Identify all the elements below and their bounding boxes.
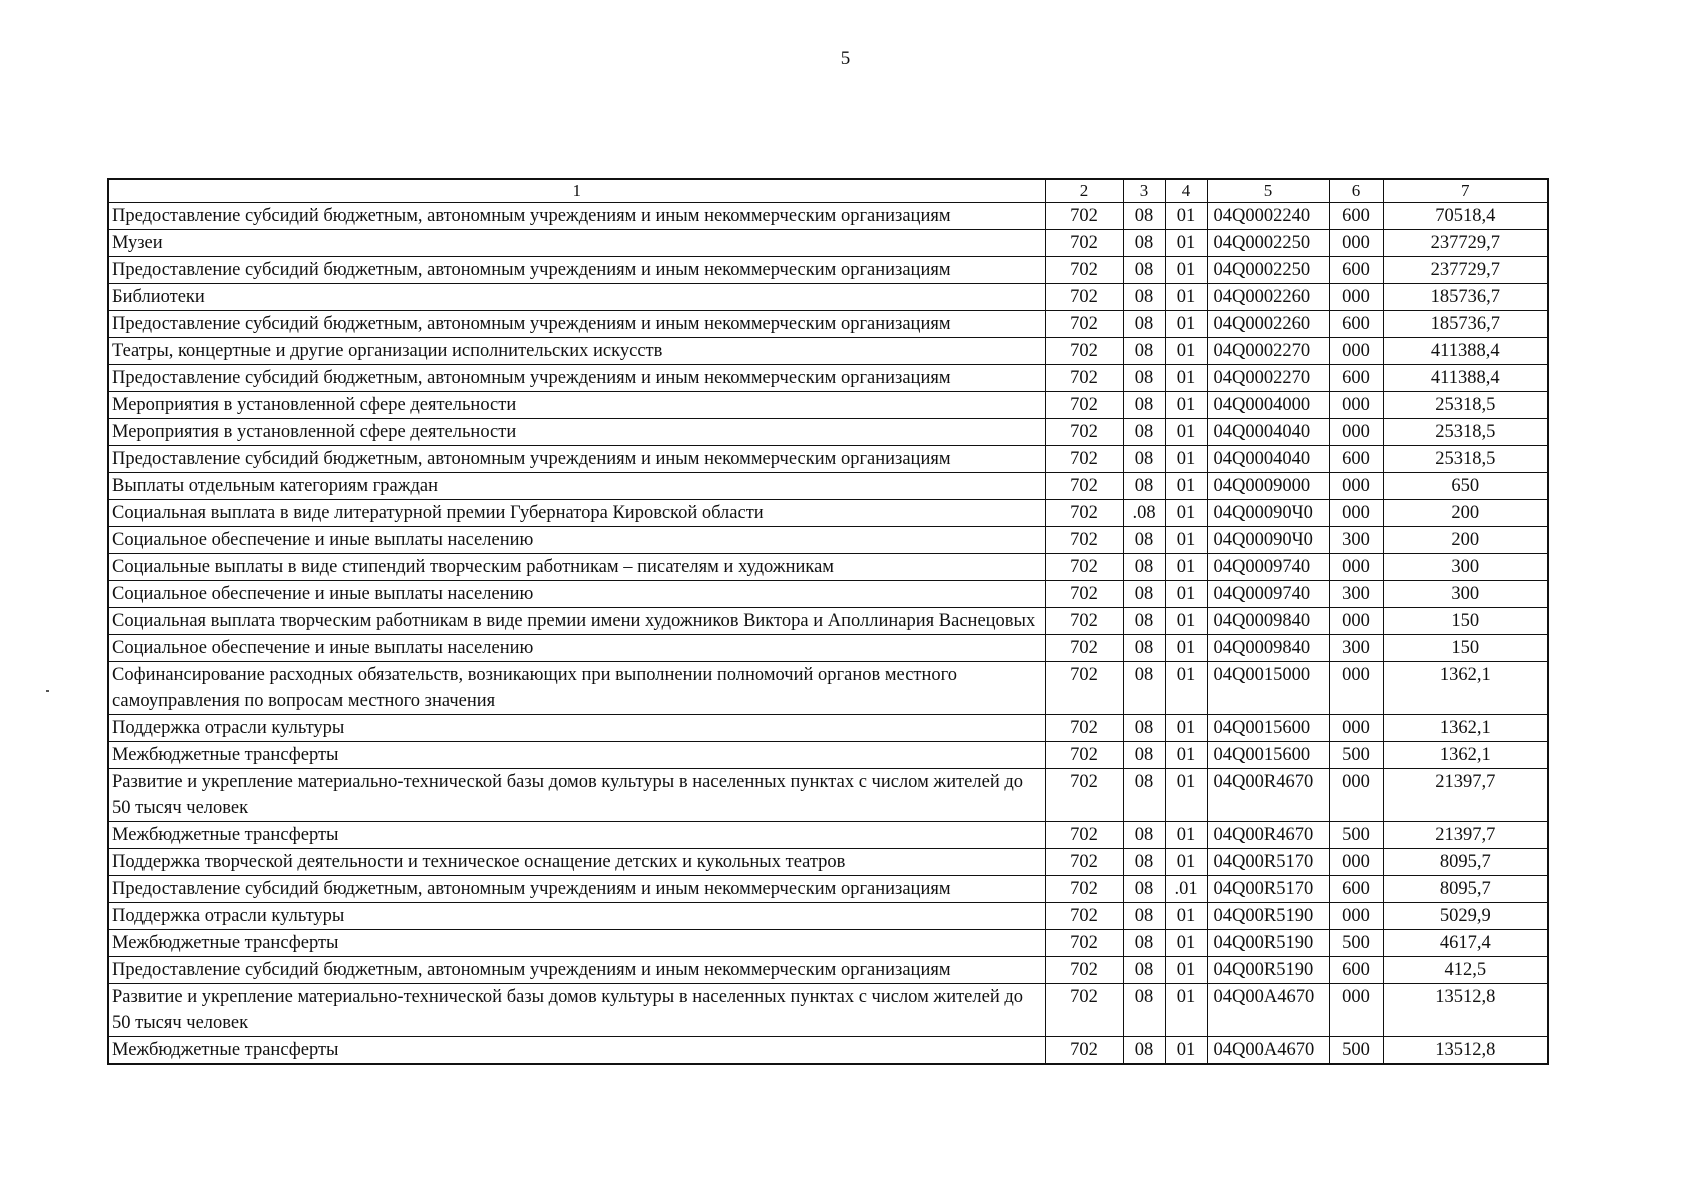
row-section-code: 08 [1123, 203, 1165, 230]
row-subsection-code: 01 [1165, 419, 1207, 446]
row-amount: 5029,9 [1383, 903, 1548, 930]
row-section-code: 08 [1123, 930, 1165, 957]
column-header-4: 4 [1165, 179, 1207, 203]
row-section-code: 08 [1123, 365, 1165, 392]
row-ministry-code: 702 [1045, 984, 1123, 1037]
row-section-code: 08 [1123, 822, 1165, 849]
row-ministry-code: 702 [1045, 1037, 1123, 1065]
table-row [108, 365, 1548, 392]
row-expense-type-code: 000 [1329, 230, 1383, 257]
row-amount: 237729,7 [1383, 257, 1548, 284]
row-target-article-code: 04Q00R5190 [1207, 957, 1329, 984]
row-expense-type-code: 300 [1329, 581, 1383, 608]
table-row [108, 742, 1548, 769]
row-name: Предоставление субсидий бюджетным, автономным учреждениям и иным некоммерческим организациям [108, 876, 1045, 903]
row-name: Предоставление субсидий бюджетным, автономным учреждениям и иным некоммерческим организациям [108, 311, 1045, 338]
row-ministry-code: 702 [1045, 715, 1123, 742]
row-amount: 4617,4 [1383, 930, 1548, 957]
row-target-article-code: 04Q0004040 [1207, 446, 1329, 473]
row-name: Софинансирование расходных обязательств, возникающих при выполнении полномочий органов местного самоуправления по вопросам местного значения [108, 662, 1045, 715]
table-row [108, 500, 1548, 527]
row-amount: 25318,5 [1383, 446, 1548, 473]
row-name: Межбюджетные трансферты [108, 930, 1045, 957]
row-subsection-code: .01 [1165, 876, 1207, 903]
row-target-article-code: 04Q00R5190 [1207, 903, 1329, 930]
row-expense-type-code: 500 [1329, 930, 1383, 957]
row-ministry-code: 702 [1045, 419, 1123, 446]
row-amount: 21397,7 [1383, 822, 1548, 849]
row-expense-type-code: 000 [1329, 473, 1383, 500]
row-subsection-code: 01 [1165, 365, 1207, 392]
row-amount: 8095,7 [1383, 876, 1548, 903]
row-ministry-code: 702 [1045, 635, 1123, 662]
row-section-code: 08 [1123, 473, 1165, 500]
row-subsection-code: 01 [1165, 392, 1207, 419]
row-subsection-code: 01 [1165, 203, 1207, 230]
table-row [108, 527, 1548, 554]
row-section-code: 08 [1123, 903, 1165, 930]
row-ministry-code: 702 [1045, 849, 1123, 876]
row-ministry-code: 702 [1045, 930, 1123, 957]
row-name: Развитие и укрепление материально-технической базы домов культуры в населенных пунктах с числом жителей до 50 тысяч человек [108, 769, 1045, 822]
row-ministry-code: 702 [1045, 662, 1123, 715]
row-target-article-code: 04Q00R5190 [1207, 930, 1329, 957]
row-amount: 300 [1383, 554, 1548, 581]
row-subsection-code: 01 [1165, 581, 1207, 608]
row-ministry-code: 702 [1045, 446, 1123, 473]
row-subsection-code: 01 [1165, 473, 1207, 500]
row-ministry-code: 702 [1045, 876, 1123, 903]
row-amount: 150 [1383, 608, 1548, 635]
row-expense-type-code: 500 [1329, 822, 1383, 849]
table-row [108, 392, 1548, 419]
row-expense-type-code: 600 [1329, 203, 1383, 230]
row-subsection-code: 01 [1165, 446, 1207, 473]
row-target-article-code: 04Q0015000 [1207, 662, 1329, 715]
row-section-code: .08 [1123, 500, 1165, 527]
row-target-article-code: 04Q0009840 [1207, 635, 1329, 662]
row-ministry-code: 702 [1045, 957, 1123, 984]
row-target-article-code: 04Q00R4670 [1207, 769, 1329, 822]
row-section-code: 08 [1123, 957, 1165, 984]
row-subsection-code: 01 [1165, 769, 1207, 822]
budget-table [107, 178, 1549, 1065]
table-row [108, 984, 1548, 1037]
row-name: Социальное обеспечение и иные выплаты населению [108, 635, 1045, 662]
row-amount: 25318,5 [1383, 392, 1548, 419]
row-subsection-code: 01 [1165, 742, 1207, 769]
row-ministry-code: 702 [1045, 203, 1123, 230]
row-amount: 237729,7 [1383, 230, 1548, 257]
row-expense-type-code: 000 [1329, 284, 1383, 311]
row-subsection-code: 01 [1165, 1037, 1207, 1065]
row-ministry-code: 702 [1045, 742, 1123, 769]
row-target-article-code: 04Q0009740 [1207, 554, 1329, 581]
row-amount: 185736,7 [1383, 311, 1548, 338]
table-body [108, 203, 1548, 1065]
row-section-code: 08 [1123, 527, 1165, 554]
row-target-article-code: 04Q0002260 [1207, 311, 1329, 338]
row-section-code: 08 [1123, 662, 1165, 715]
row-target-article-code: 04Q0002250 [1207, 257, 1329, 284]
row-section-code: 08 [1123, 311, 1165, 338]
row-section-code: 08 [1123, 635, 1165, 662]
row-subsection-code: 01 [1165, 635, 1207, 662]
row-section-code: 08 [1123, 554, 1165, 581]
row-amount: 13512,8 [1383, 984, 1548, 1037]
table-row [108, 635, 1548, 662]
row-name: Предоставление субсидий бюджетным, автономным учреждениям и иным некоммерческим организациям [108, 203, 1045, 230]
row-target-article-code: 04Q00A4670 [1207, 984, 1329, 1037]
row-expense-type-code: 000 [1329, 715, 1383, 742]
column-header-3: 3 [1123, 179, 1165, 203]
row-expense-type-code: 600 [1329, 257, 1383, 284]
table-row [108, 581, 1548, 608]
column-header-6: 6 [1329, 179, 1383, 203]
row-name: Межбюджетные трансферты [108, 822, 1045, 849]
row-target-article-code: 04Q0002240 [1207, 203, 1329, 230]
column-header-7: 7 [1383, 179, 1548, 203]
row-amount: 13512,8 [1383, 1037, 1548, 1065]
row-section-code: 08 [1123, 338, 1165, 365]
table-row [108, 338, 1548, 365]
row-ministry-code: 702 [1045, 769, 1123, 822]
row-ministry-code: 702 [1045, 284, 1123, 311]
row-subsection-code: 01 [1165, 527, 1207, 554]
row-name: Поддержка отрасли культуры [108, 903, 1045, 930]
table-row [108, 284, 1548, 311]
row-ministry-code: 702 [1045, 554, 1123, 581]
row-name: Предоставление субсидий бюджетным, автономным учреждениям и иным некоммерческим организациям [108, 446, 1045, 473]
row-section-code: 08 [1123, 608, 1165, 635]
row-subsection-code: 01 [1165, 284, 1207, 311]
table-row [108, 203, 1548, 230]
table-row [108, 662, 1548, 715]
table-row [108, 769, 1548, 822]
row-amount: 650 [1383, 473, 1548, 500]
row-target-article-code: 04Q0009840 [1207, 608, 1329, 635]
row-expense-type-code: 000 [1329, 554, 1383, 581]
table-row [108, 930, 1548, 957]
row-name: Библиотеки [108, 284, 1045, 311]
row-name: Мероприятия в установленной сфере деятельности [108, 419, 1045, 446]
row-name: Поддержка отрасли культуры [108, 715, 1045, 742]
row-target-article-code: 04Q0009740 [1207, 581, 1329, 608]
row-subsection-code: 01 [1165, 957, 1207, 984]
table-row [108, 311, 1548, 338]
row-ministry-code: 702 [1045, 500, 1123, 527]
row-ministry-code: 702 [1045, 903, 1123, 930]
row-name: Поддержка творческой деятельности и техническое оснащение детских и кукольных театров [108, 849, 1045, 876]
row-ministry-code: 702 [1045, 392, 1123, 419]
row-subsection-code: 01 [1165, 230, 1207, 257]
row-expense-type-code: 000 [1329, 392, 1383, 419]
table-row [108, 957, 1548, 984]
row-section-code: 08 [1123, 230, 1165, 257]
row-section-code: 08 [1123, 392, 1165, 419]
row-amount: 300 [1383, 581, 1548, 608]
row-expense-type-code: 000 [1329, 769, 1383, 822]
row-name: Социальная выплата творческим работникам в виде премии имени художников Виктора и Аполлинария Васнецовых [108, 608, 1045, 635]
row-amount: 25318,5 [1383, 419, 1548, 446]
row-expense-type-code: 600 [1329, 311, 1383, 338]
row-target-article-code: 04Q00R5170 [1207, 876, 1329, 903]
row-target-article-code: 04Q0004040 [1207, 419, 1329, 446]
table-row [108, 822, 1548, 849]
row-name: Развитие и укрепление материально-технической базы домов культуры в населенных пунктах с числом жителей до 50 тысяч человек [108, 984, 1045, 1037]
table-row [108, 715, 1548, 742]
row-target-article-code: 04Q0002260 [1207, 284, 1329, 311]
row-name: Социальная выплата в виде литературной премии Губернатора Кировской области [108, 500, 1045, 527]
column-header-1: 1 [108, 179, 1045, 203]
row-target-article-code: 04Q0004000 [1207, 392, 1329, 419]
row-subsection-code: 01 [1165, 500, 1207, 527]
row-subsection-code: 01 [1165, 311, 1207, 338]
row-subsection-code: 01 [1165, 608, 1207, 635]
row-section-code: 08 [1123, 742, 1165, 769]
row-section-code: 08 [1123, 1037, 1165, 1065]
row-expense-type-code: 000 [1329, 338, 1383, 365]
row-target-article-code: 04Q0015600 [1207, 742, 1329, 769]
column-header-2: 2 [1045, 179, 1123, 203]
row-subsection-code: 01 [1165, 662, 1207, 715]
row-amount: 185736,7 [1383, 284, 1548, 311]
column-header-5: 5 [1207, 179, 1329, 203]
row-amount: 411388,4 [1383, 365, 1548, 392]
row-name: Социальные выплаты в виде стипендий творческим работникам – писателям и художникам [108, 554, 1045, 581]
row-target-article-code: 04Q0015600 [1207, 715, 1329, 742]
row-amount: 150 [1383, 635, 1548, 662]
row-expense-type-code: 000 [1329, 984, 1383, 1037]
table-row [108, 473, 1548, 500]
row-name: Мероприятия в установленной сфере деятельности [108, 392, 1045, 419]
row-name: Социальное обеспечение и иные выплаты населению [108, 581, 1045, 608]
row-subsection-code: 01 [1165, 338, 1207, 365]
row-expense-type-code: 500 [1329, 742, 1383, 769]
row-section-code: 08 [1123, 984, 1165, 1037]
row-amount: 200 [1383, 527, 1548, 554]
row-name: Выплаты отдельным категориям граждан [108, 473, 1045, 500]
row-expense-type-code: 000 [1329, 903, 1383, 930]
row-section-code: 08 [1123, 284, 1165, 311]
row-section-code: 08 [1123, 257, 1165, 284]
row-amount: 1362,1 [1383, 715, 1548, 742]
table-row [108, 849, 1548, 876]
row-ministry-code: 702 [1045, 311, 1123, 338]
row-subsection-code: 01 [1165, 715, 1207, 742]
row-name: Музеи [108, 230, 1045, 257]
row-amount: 1362,1 [1383, 662, 1548, 715]
row-target-article-code: 04Q0009000 [1207, 473, 1329, 500]
row-subsection-code: 01 [1165, 984, 1207, 1037]
row-target-article-code: 04Q00090Ч0 [1207, 527, 1329, 554]
row-expense-type-code: 000 [1329, 608, 1383, 635]
row-expense-type-code: 600 [1329, 876, 1383, 903]
table-row [108, 876, 1548, 903]
row-name: Социальное обеспечение и иные выплаты населению [108, 527, 1045, 554]
row-section-code: 08 [1123, 769, 1165, 822]
row-amount: 200 [1383, 500, 1548, 527]
row-target-article-code: 04Q00090Ч0 [1207, 500, 1329, 527]
row-name: Межбюджетные трансферты [108, 742, 1045, 769]
row-amount: 8095,7 [1383, 849, 1548, 876]
row-target-article-code: 04Q0002250 [1207, 230, 1329, 257]
table-row [108, 257, 1548, 284]
table-row [108, 608, 1548, 635]
row-target-article-code: 04Q00R4670 [1207, 822, 1329, 849]
row-expense-type-code: 600 [1329, 957, 1383, 984]
row-section-code: 08 [1123, 849, 1165, 876]
row-subsection-code: 01 [1165, 554, 1207, 581]
row-ministry-code: 702 [1045, 365, 1123, 392]
row-section-code: 08 [1123, 419, 1165, 446]
row-target-article-code: 04Q00R5170 [1207, 849, 1329, 876]
row-amount: 1362,1 [1383, 742, 1548, 769]
row-subsection-code: 01 [1165, 903, 1207, 930]
row-section-code: 08 [1123, 715, 1165, 742]
row-ministry-code: 702 [1045, 608, 1123, 635]
row-expense-type-code: 000 [1329, 500, 1383, 527]
scan-artifact-dot [46, 690, 49, 692]
row-amount: 411388,4 [1383, 338, 1548, 365]
row-ministry-code: 702 [1045, 527, 1123, 554]
row-subsection-code: 01 [1165, 257, 1207, 284]
row-name: Предоставление субсидий бюджетным, автономным учреждениям и иным некоммерческим организациям [108, 365, 1045, 392]
row-ministry-code: 702 [1045, 473, 1123, 500]
row-expense-type-code: 300 [1329, 527, 1383, 554]
table-row [108, 419, 1548, 446]
row-expense-type-code: 300 [1329, 635, 1383, 662]
table-row [108, 903, 1548, 930]
row-ministry-code: 702 [1045, 338, 1123, 365]
row-amount: 412,5 [1383, 957, 1548, 984]
row-target-article-code: 04Q00A4670 [1207, 1037, 1329, 1065]
row-expense-type-code: 000 [1329, 849, 1383, 876]
row-ministry-code: 702 [1045, 581, 1123, 608]
row-expense-type-code: 600 [1329, 446, 1383, 473]
row-name: Театры, концертные и другие организации исполнительских искусств [108, 338, 1045, 365]
row-expense-type-code: 000 [1329, 662, 1383, 715]
table-row [108, 230, 1548, 257]
row-ministry-code: 702 [1045, 257, 1123, 284]
row-amount: 70518,4 [1383, 203, 1548, 230]
row-name: Предоставление субсидий бюджетным, автономным учреждениям и иным некоммерческим организациям [108, 957, 1045, 984]
row-ministry-code: 702 [1045, 822, 1123, 849]
row-amount: 21397,7 [1383, 769, 1548, 822]
row-name: Предоставление субсидий бюджетным, автономным учреждениям и иным некоммерческим организациям [108, 257, 1045, 284]
row-section-code: 08 [1123, 446, 1165, 473]
header-row [108, 179, 1548, 203]
row-subsection-code: 01 [1165, 930, 1207, 957]
row-ministry-code: 702 [1045, 230, 1123, 257]
page-number: 5 [840, 48, 851, 69]
table-row [108, 554, 1548, 581]
row-subsection-code: 01 [1165, 822, 1207, 849]
table-row [108, 1037, 1548, 1065]
row-expense-type-code: 500 [1329, 1037, 1383, 1065]
row-section-code: 08 [1123, 876, 1165, 903]
row-name: Межбюджетные трансферты [108, 1037, 1045, 1065]
row-target-article-code: 04Q0002270 [1207, 365, 1329, 392]
row-subsection-code: 01 [1165, 849, 1207, 876]
row-expense-type-code: 000 [1329, 419, 1383, 446]
table-row [108, 446, 1548, 473]
row-expense-type-code: 600 [1329, 365, 1383, 392]
row-section-code: 08 [1123, 581, 1165, 608]
row-target-article-code: 04Q0002270 [1207, 338, 1329, 365]
